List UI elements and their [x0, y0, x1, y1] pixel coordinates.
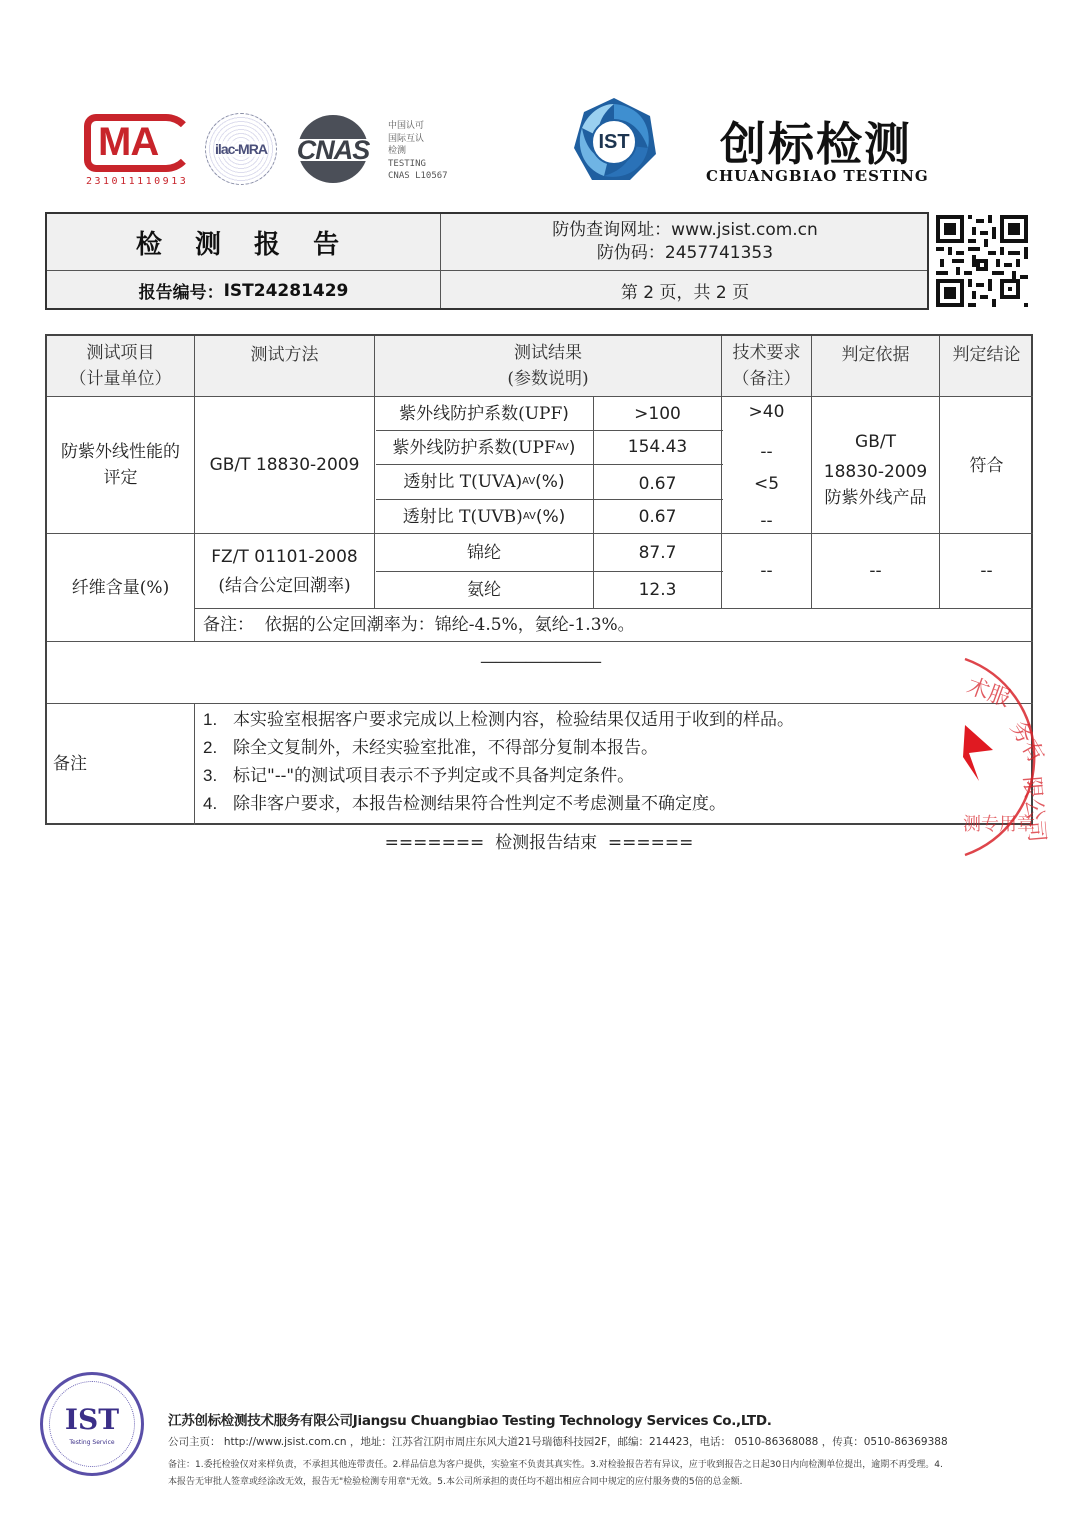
remark-number: 1.	[203, 710, 218, 729]
col-header-item	[47, 336, 194, 396]
page-indicator: 第 2 页，共 2 页	[620, 283, 750, 303]
remark-item	[197, 734, 1027, 762]
report-header	[45, 212, 929, 310]
fiber-method-cell	[195, 536, 374, 608]
uv-param-cell	[375, 465, 593, 499]
uv-param-cell	[375, 397, 593, 430]
cnas-info-line: 国际互认	[388, 133, 425, 144]
uv-value-cell: >100	[634, 403, 681, 424]
cma-logo	[84, 114, 196, 188]
report-title: 检 测 报 告	[135, 229, 352, 260]
uv-requirement-cell: <5	[753, 474, 780, 494]
param-text: 透射比 T(UVB)	[402, 506, 523, 527]
uv-value-cell: 0.67	[638, 506, 677, 527]
col-divider	[194, 703, 195, 825]
param-tail: (%)	[535, 472, 565, 492]
cnas-logo-text: CNAS	[296, 135, 370, 165]
blank-row-mark: ————————	[480, 652, 600, 672]
uv-item-cell	[47, 397, 194, 533]
col-header-method: 测试方法	[250, 345, 319, 365]
param-tail: (%)	[535, 506, 566, 527]
svg-text:测专用章: 测专用章	[963, 814, 1035, 835]
basis-text: 18830-2009	[823, 462, 928, 482]
footer-note-line2: 本报告无审批人签章或经涂改无效，报告无"检验检测专用章"无效。5.本公司所承担的责任均不超出相应合同中规定的应付服务费的5倍的总金额.	[168, 1477, 743, 1487]
cnas-info-line: TESTING	[388, 158, 426, 169]
footer-company-name: 江苏创标检测技术服务有限公司Jiangsu Chuangbiao Testing Technology Services Co.,LTD.	[168, 1413, 772, 1429]
param-text: 紫外线防护系数(UPF	[392, 437, 556, 458]
header-text: (参数说明)	[507, 369, 589, 389]
test-results-table	[45, 334, 1033, 825]
col-header-basis: 判定依据	[841, 345, 910, 365]
fiber-basis-cell: --	[869, 561, 882, 581]
fiber-requirement-cell: --	[760, 561, 773, 581]
query-url[interactable]: 防伪查询网址：www.jsist.com.cn	[552, 220, 818, 240]
footer-logo-text: IST	[64, 1403, 120, 1436]
ist-brand-logo	[570, 96, 658, 184]
svg-text:限公司: 限公司	[1018, 775, 1049, 844]
header-text: （备注）	[732, 369, 801, 389]
uv-method-cell: GB/T 18830-2009	[209, 455, 360, 475]
basis-text: 防紫外线产品	[824, 488, 927, 508]
ilac-mra-logo	[205, 113, 277, 185]
footer-contact: 公司主页： http://www.jsist.com.cn ，地址：江苏省江阴市周庄东风大道21号瑞德科技园2F，邮编：214423，电话： 0510-86368088 ，传真：0510-86369388	[168, 1436, 948, 1448]
report-number	[47, 271, 440, 310]
header-text: （计量单位）	[69, 369, 172, 389]
remark-number: 3.	[203, 766, 218, 785]
svg-text:务有: 务有	[1004, 716, 1049, 768]
cnas-info	[388, 120, 448, 183]
header-text: 技术要求	[732, 343, 801, 363]
param-tail: )	[568, 437, 576, 458]
fiber-value-cell: 12.3	[638, 580, 677, 600]
basis-text: GB/T	[855, 432, 896, 452]
brand-name-en: CHUANGBIAO TESTING	[706, 167, 929, 185]
remark-text: 本实验室根据客户要求完成以上检测内容，检验结果仅适用于收到的样品。	[233, 710, 794, 730]
col-header-requirement	[722, 336, 811, 396]
cnas-info-line: 检测	[388, 146, 407, 156]
remarks-label: 备注	[53, 754, 87, 774]
brand-name-cn: 创标检测	[720, 117, 912, 171]
uv-value-cell: 0.67	[638, 474, 677, 494]
uv-param-cell	[375, 500, 593, 533]
footer-ist-seal	[40, 1372, 144, 1476]
uv-requirement-cell: --	[760, 441, 773, 462]
param-text: 透射比 T(UVA)	[403, 472, 523, 492]
cnas-info-line: 中国认可	[388, 121, 425, 131]
cnas-logo	[288, 115, 378, 183]
fiber-param-cell: 锦纶	[467, 542, 501, 563]
col-header-result	[375, 336, 721, 396]
param-subscript: AV	[522, 510, 536, 522]
remark-item	[197, 762, 1027, 790]
uv-basis-cell	[812, 420, 939, 516]
remark-number: 4.	[203, 794, 218, 813]
uv-value-cell: 154.43	[627, 436, 688, 457]
param-subscript: AV	[555, 441, 569, 453]
report-number-value: IST24281429	[223, 280, 349, 301]
cnas-info-line: CNAS L10567	[388, 171, 448, 181]
ist-logo-text: IST	[598, 131, 630, 153]
param-subscript: AV	[522, 476, 536, 487]
col-header-conclusion: 判定结论	[952, 345, 1021, 365]
report-number-label: 报告编号：	[138, 283, 224, 303]
header-text: 测试项目	[86, 343, 155, 363]
header-text: 测试结果	[514, 343, 582, 363]
param-text: 紫外线防护系数(UPF	[399, 403, 563, 424]
qr-code-icon[interactable]	[936, 215, 1028, 307]
fiber-note: 备注： 依据的公定回潮率为：锦纶-4.5%，氨纶-1.3%。	[203, 615, 635, 635]
remark-item	[197, 706, 1027, 734]
uv-requirement-cell: --	[760, 510, 773, 531]
footer-logo-sub: Testing Service	[69, 1439, 115, 1446]
param-tail: )	[562, 403, 569, 424]
qr-code-graphic	[936, 215, 1028, 307]
cma-number: 231011110913	[86, 176, 189, 187]
uv-item-text: 防紫外线性能的	[61, 442, 180, 462]
uv-requirement-cell: >40	[748, 402, 785, 422]
remark-text: 除非客户要求，本报告检测结果符合性判定不考虑测量不确定度。	[233, 794, 726, 814]
uv-item-text: 评定	[103, 468, 138, 488]
remarks-list	[197, 706, 1027, 818]
anti-fake-info	[441, 214, 929, 270]
report-end-marker: ======= 检测报告结束 ======	[384, 833, 694, 853]
remark-item	[197, 790, 1027, 818]
remark-text: 标记"--"的测试项目表示不予判定或不具备判定条件。	[233, 766, 635, 786]
method-text: FZ/T 01101-2008	[211, 547, 358, 567]
fiber-item-cell: 纤维含量(%)	[71, 577, 170, 598]
uv-conclusion-cell: 符合	[969, 456, 1004, 476]
remark-number: 2.	[203, 738, 218, 757]
remark-text: 除全文复制外，未经实验室批准，不得部分复制本报告。	[233, 738, 658, 758]
anti-fake-code: 防伪码：2457741353	[596, 243, 774, 263]
footer-note-line1: 备注：1.委托检验仅对来样负责，不承担其他连带责任。2.样品信息为客户提供，实验室不负责其真实性。3.对检验报告若有异议，应于收到报告之日起30日内向检测单位提出，逾期不再受理。4.	[168, 1460, 943, 1470]
ilac-logo-text: ilac-MRA	[215, 141, 267, 157]
svg-text:术服: 术服	[963, 673, 1014, 713]
method-text: (结合公定回潮率)	[218, 576, 351, 596]
cma-logo-text: MA	[98, 120, 159, 164]
uv-param-cell	[375, 431, 593, 464]
fiber-conclusion-cell: --	[980, 561, 993, 581]
fiber-value-cell: 87.7	[638, 542, 677, 563]
fiber-param-cell: 氨纶	[467, 580, 501, 600]
